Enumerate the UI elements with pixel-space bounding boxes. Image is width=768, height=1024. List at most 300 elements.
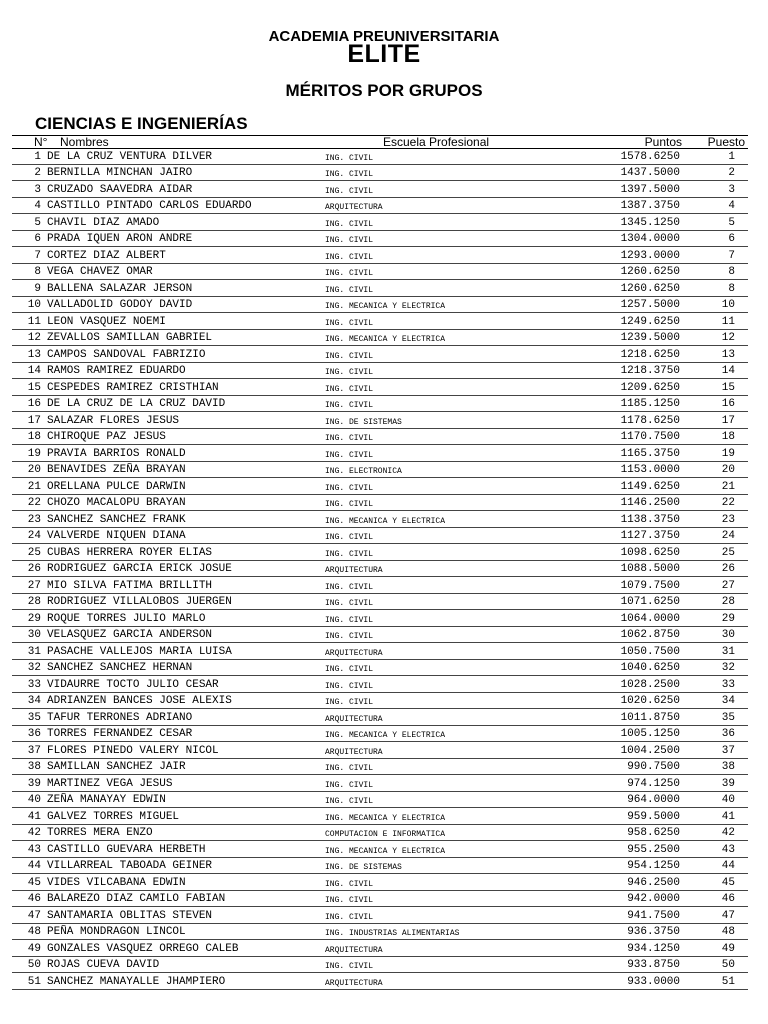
student-name: LEON VASQUEZ NOEMI	[47, 315, 166, 328]
row-number: 10	[27, 299, 41, 311]
student-name: GALVEZ TORRES MIGUEL	[47, 810, 180, 823]
student-name: BERNILLA MINCHAN JAIRO	[47, 167, 193, 179]
table-row	[12, 709, 748, 726]
points-value: 1165.3750	[620, 447, 680, 460]
school-name: ING. MECANICA Y ELECTRICA	[325, 846, 446, 856]
student-name: DE LA CRUZ VENTURA DILVER	[47, 150, 213, 163]
row-number: 3	[34, 183, 41, 196]
row-number: 35	[27, 711, 41, 724]
column-points: Puntos	[644, 135, 682, 149]
rank-value: 25	[721, 546, 735, 559]
school-name: ING. CIVIL	[325, 170, 374, 179]
student-name: VEGA CHAVEZ OMAR	[47, 266, 153, 278]
row-number: 37	[27, 744, 41, 757]
school-name: ARQUITECTURA	[325, 978, 383, 988]
row-number: 19	[27, 447, 41, 460]
row-number: 9	[34, 282, 41, 295]
row-number: 23	[27, 513, 41, 526]
rank-value: 8	[728, 266, 735, 278]
academy-name: ELITE	[347, 40, 421, 68]
points-value: 1062.8750	[620, 629, 680, 641]
student-name: ADRIANZEN BANCES JOSE ALEXIS	[47, 695, 232, 707]
points-value: 1209.6250	[620, 381, 680, 394]
table-row	[12, 181, 748, 198]
table-row	[12, 643, 748, 660]
school-name: ING. MECANICA Y ELECTRICA	[325, 302, 446, 311]
row-number: 45	[27, 876, 41, 889]
rank-value: 12	[721, 332, 735, 344]
student-name: ZEVALLOS SAMILLAN GABRIEL	[47, 332, 213, 344]
school-name: ING. INDUSTRIAS ALIMENTARIAS	[325, 929, 460, 938]
rank-value: 24	[721, 530, 735, 542]
points-value: 974.1250	[627, 777, 680, 790]
points-value: 1239.5000	[620, 332, 680, 344]
table-row	[12, 924, 748, 941]
school-name: ING. CIVIL	[325, 368, 374, 377]
school-name: ING. CIVIL	[325, 632, 374, 641]
row-number: 30	[27, 629, 41, 641]
points-value: 1005.1250	[620, 728, 680, 740]
rank-value: 46	[721, 893, 735, 905]
student-name: SAMILLAN SANCHEZ JAIR	[47, 761, 186, 773]
student-name: PRADA IQUEN ARON ANDRE	[47, 233, 193, 245]
student-name: VIDAURRE TOCTO JULIO CESAR	[47, 678, 219, 691]
table-row	[12, 957, 748, 974]
rank-value: 1	[728, 150, 735, 163]
rank-value: 39	[721, 777, 735, 790]
student-name: VALVERDE NIQUEN DIANA	[47, 530, 186, 542]
row-number: 48	[27, 926, 41, 938]
student-name: VIDES VILCABANA EDWIN	[47, 876, 186, 889]
table-row	[12, 313, 748, 330]
document-title: MÉRITOS POR GRUPOS	[285, 81, 483, 100]
points-value: 1293.0000	[620, 249, 680, 262]
student-name: CUBAS HERRERA ROYER ELIAS	[47, 546, 213, 559]
points-value: 1260.6250	[620, 282, 680, 295]
rank-value: 20	[721, 464, 735, 476]
rank-value: 16	[721, 398, 735, 410]
table-row	[12, 940, 748, 957]
points-value: 1127.3750	[620, 530, 680, 542]
student-name: FLORES PINEDO VALERY NICOL	[47, 744, 219, 757]
table-row	[12, 445, 748, 462]
student-name: PEÑA MONDRAGON LINCOL	[47, 926, 186, 938]
row-number: 18	[27, 431, 41, 443]
table-row	[12, 462, 748, 479]
table-row	[12, 627, 748, 644]
rank-value: 17	[721, 414, 735, 427]
table-row	[12, 478, 748, 495]
row-number: 4	[34, 200, 41, 212]
row-number: 46	[27, 893, 41, 905]
school-name: ING. CIVIL	[325, 599, 374, 608]
row-number: 14	[27, 365, 41, 377]
table-row	[12, 511, 748, 528]
points-value: 933.8750	[627, 959, 680, 971]
table-row	[12, 610, 748, 627]
school-name: ING. MECANICA Y ELECTRICA	[325, 516, 446, 526]
student-name: VALLADOLID GODOY DAVID	[47, 299, 193, 311]
student-name: CESPEDES RAMIREZ CRISTHIAN	[47, 381, 219, 394]
student-name: DE LA CRUZ DE LA CRUZ DAVID	[47, 398, 226, 410]
student-name: RAMOS RAMIREZ EDUARDO	[47, 365, 186, 377]
points-value: 1079.7500	[620, 579, 680, 592]
column-rank: Puesto	[707, 135, 745, 149]
table-row	[12, 396, 748, 413]
points-value: 1260.6250	[620, 266, 680, 278]
row-number: 31	[27, 645, 41, 658]
table-row	[12, 775, 748, 792]
student-name: GONZALES VASQUEZ ORREGO CALEB	[47, 942, 239, 955]
student-name: VILLARREAL TABOADA GEINER	[47, 860, 213, 872]
table-row	[12, 247, 748, 264]
points-value: 946.2500	[627, 876, 680, 889]
school-name: ING. CIVIL	[325, 681, 374, 691]
rank-value: 29	[721, 612, 735, 625]
points-value: 1185.1250	[620, 398, 680, 410]
table-row	[12, 346, 748, 363]
row-number: 51	[27, 975, 41, 988]
row-number: 25	[27, 546, 41, 559]
table-row	[12, 363, 748, 380]
points-value: 1218.3750	[620, 365, 680, 377]
rank-value: 44	[721, 860, 735, 872]
table-row	[12, 594, 748, 611]
points-value: 1138.3750	[620, 513, 680, 526]
rank-value: 40	[721, 794, 735, 806]
table-row	[12, 330, 748, 347]
points-value: 1304.0000	[620, 233, 680, 245]
table-row	[12, 693, 748, 710]
school-name: ING. MECANICA Y ELECTRICA	[325, 731, 446, 740]
student-name: SALAZAR FLORES JESUS	[47, 414, 180, 427]
row-number: 8	[34, 266, 41, 278]
points-value: 942.0000	[627, 893, 680, 905]
table-row	[12, 660, 748, 677]
school-name: ING. CIVIL	[325, 351, 374, 361]
student-name: BALLENA SALAZAR JERSON	[47, 282, 193, 295]
rank-value: 6	[728, 233, 735, 245]
row-number: 38	[27, 761, 41, 773]
school-name: ING. CIVIL	[325, 483, 374, 493]
academy-title: ACADEMIA PREUNIVERSITARIA	[268, 28, 500, 45]
row-number: 1	[34, 150, 41, 163]
rank-value: 22	[721, 497, 735, 509]
points-value: 934.1250	[627, 942, 680, 955]
table-header	[12, 135, 748, 149]
rank-value: 41	[721, 810, 735, 823]
rank-value: 32	[721, 662, 735, 674]
rank-value: 7	[728, 249, 735, 262]
school-name: ING. CIVIL	[325, 219, 374, 229]
points-value: 1028.2500	[620, 678, 680, 691]
points-value: 1397.5000	[620, 183, 680, 196]
table-row	[12, 495, 748, 512]
row-number: 2	[34, 167, 41, 179]
points-value: 1064.0000	[620, 612, 680, 625]
table-row	[12, 198, 748, 215]
school-name: ING. CIVIL	[325, 285, 374, 295]
row-number: 29	[27, 612, 41, 625]
row-number: 27	[27, 579, 41, 592]
row-number: 41	[27, 810, 41, 823]
school-name: ING. CIVIL	[325, 450, 374, 460]
school-name: ING. CIVIL	[325, 698, 374, 707]
rank-value: 33	[721, 678, 735, 691]
row-number: 50	[27, 959, 41, 971]
student-name: CASTILLO PINTADO CARLOS EDUARDO	[47, 200, 252, 212]
points-value: 1146.2500	[620, 497, 680, 509]
points-value: 954.1250	[627, 860, 680, 872]
table-row	[12, 280, 748, 297]
school-name: ING. CIVIL	[325, 582, 374, 592]
row-number: 42	[27, 827, 41, 839]
table-row	[12, 264, 748, 281]
rank-value: 42	[721, 827, 735, 839]
rank-value: 43	[721, 843, 735, 856]
points-value: 959.5000	[627, 810, 680, 823]
points-value: 1257.5000	[620, 299, 680, 311]
points-value: 1088.5000	[620, 563, 680, 575]
school-name: ING. CIVIL	[325, 153, 374, 163]
table-row	[12, 841, 748, 858]
table-row	[12, 231, 748, 248]
table-row	[12, 891, 748, 908]
points-value: 936.3750	[627, 926, 680, 938]
points-value: 1020.6250	[620, 695, 680, 707]
row-number: 11	[27, 315, 41, 328]
school-name: ING. CIVIL	[325, 500, 374, 509]
rank-value: 19	[721, 447, 735, 460]
table-row	[12, 429, 748, 446]
row-number: 26	[27, 563, 41, 575]
table-row	[12, 165, 748, 182]
table-row	[12, 874, 748, 891]
school-name: ARQUITECTURA	[325, 747, 383, 757]
school-name: ING. CIVIL	[325, 912, 374, 922]
school-name: ING. MECANICA Y ELECTRICA	[325, 813, 446, 823]
rank-value: 30	[721, 629, 735, 641]
table-row	[12, 858, 748, 875]
rank-value: 37	[721, 744, 735, 757]
points-value: 1345.1250	[620, 216, 680, 229]
table-row	[12, 676, 748, 693]
student-name: TORRES FERNANDEZ CESAR	[47, 728, 193, 740]
student-name: TAFUR TERRONES ADRIANO	[47, 711, 193, 724]
points-value: 941.7500	[627, 909, 680, 922]
student-name: CRUZADO SAAVEDRA AIDAR	[47, 183, 193, 196]
school-name: ING. DE SISTEMAS	[325, 417, 402, 427]
table-row	[12, 412, 748, 429]
table-row	[12, 825, 748, 842]
rank-value: 4	[728, 200, 735, 212]
points-value: 964.0000	[627, 794, 680, 806]
row-number: 7	[34, 249, 41, 262]
student-name: CHAVIL DIAZ AMADO	[47, 216, 160, 229]
school-name: ING. CIVIL	[325, 797, 374, 806]
student-name: ROJAS CUEVA DAVID	[47, 959, 160, 971]
school-name: ING. CIVIL	[325, 896, 374, 905]
rank-value: 13	[721, 348, 735, 361]
rank-value: 26	[721, 563, 735, 575]
row-number: 33	[27, 678, 41, 691]
points-value: 958.6250	[627, 827, 680, 839]
school-name: ING. CIVIL	[325, 665, 374, 674]
points-value: 1050.7500	[620, 645, 680, 658]
rank-value: 14	[721, 365, 735, 377]
row-number: 24	[27, 530, 41, 542]
school-name: ING. CIVIL	[325, 434, 374, 443]
points-value: 955.2500	[627, 843, 680, 856]
table-row	[12, 973, 748, 990]
points-value: 1578.6250	[620, 150, 680, 163]
points-value: 1071.6250	[620, 596, 680, 608]
rank-value: 8	[728, 282, 735, 295]
row-number: 13	[27, 348, 41, 361]
student-name: TORRES MERA ENZO	[47, 827, 153, 839]
table-row	[12, 726, 748, 743]
school-name: ARQUITECTURA	[325, 714, 383, 724]
table-row	[12, 297, 748, 314]
rank-value: 48	[721, 926, 735, 938]
row-number: 21	[27, 480, 41, 493]
student-name: MARTINEZ VEGA JESUS	[47, 777, 173, 790]
table-row	[12, 742, 748, 759]
rank-value: 10	[721, 299, 735, 311]
points-value: 1387.3750	[620, 200, 680, 212]
student-name: MIO SILVA FATIMA BRILLITH	[47, 579, 213, 592]
student-name: SANCHEZ MANAYALLE JHAMPIERO	[47, 975, 226, 988]
student-name: CORTEZ DIAZ ALBERT	[47, 249, 166, 262]
column-number: N°	[34, 135, 48, 149]
points-value: 1011.8750	[620, 711, 680, 724]
rank-value: 47	[721, 909, 735, 922]
row-number: 20	[27, 464, 41, 476]
student-name: CHOZO MACALOPU BRAYAN	[47, 497, 186, 509]
school-name: COMPUTACION E INFORMATICA	[325, 830, 446, 839]
row-number: 40	[27, 794, 41, 806]
table-row	[12, 759, 748, 776]
rank-value: 31	[721, 645, 735, 658]
student-name: SANCHEZ SANCHEZ FRANK	[47, 513, 186, 526]
rank-value: 5	[728, 216, 735, 229]
school-name: ING. CIVIL	[325, 384, 374, 394]
school-name: ING. ELECTRONICA	[325, 467, 402, 476]
row-number: 15	[27, 381, 41, 394]
table-row	[12, 907, 748, 924]
points-value: 933.0000	[627, 975, 680, 988]
school-name: ARQUITECTURA	[325, 566, 383, 575]
rank-value: 21	[721, 480, 735, 493]
row-number: 22	[27, 497, 41, 509]
row-number: 12	[27, 332, 41, 344]
table-row	[12, 544, 748, 561]
student-name: ZEÑA MANAYAY EDWIN	[47, 794, 166, 806]
school-name: ARQUITECTURA	[325, 945, 383, 955]
row-number: 28	[27, 596, 41, 608]
row-number: 32	[27, 662, 41, 674]
points-value: 1437.5000	[620, 167, 680, 179]
school-name: ING. CIVIL	[325, 780, 374, 790]
school-name: ING. CIVIL	[325, 764, 374, 773]
rank-value: 18	[721, 431, 735, 443]
rank-value: 11	[721, 315, 735, 328]
school-name: ING. CIVIL	[325, 549, 374, 559]
table-row	[12, 561, 748, 578]
points-value: 1040.6250	[620, 662, 680, 674]
rank-value: 50	[721, 959, 735, 971]
table-row	[12, 577, 748, 594]
school-name: ARQUITECTURA	[325, 203, 383, 212]
points-value: 1170.7500	[620, 431, 680, 443]
student-name: PASACHE VALLEJOS MARIA LUISA	[47, 645, 232, 658]
row-number: 47	[27, 909, 41, 922]
student-name: VELASQUEZ GARCIA ANDERSON	[47, 629, 213, 641]
points-value: 990.7500	[627, 761, 680, 773]
rank-value: 38	[721, 761, 735, 773]
rank-value: 49	[721, 942, 735, 955]
table-row	[12, 528, 748, 545]
row-number: 5	[34, 216, 41, 229]
student-name: ORELLANA PULCE DARWIN	[47, 480, 186, 493]
school-name: ING. CIVIL	[325, 186, 374, 196]
student-name: SANTAMARIA OBLITAS STEVEN	[47, 909, 213, 922]
table-row	[12, 792, 748, 809]
ranking-table	[12, 148, 748, 990]
points-value: 1178.6250	[620, 414, 680, 427]
school-name: ING. MECANICA Y ELECTRICA	[325, 335, 446, 344]
school-name: ING. CIVIL	[325, 533, 374, 542]
rank-value: 2	[728, 167, 735, 179]
school-name: ING. CIVIL	[325, 269, 374, 278]
points-value: 1153.0000	[620, 464, 680, 476]
column-school: Escuela Profesional	[383, 135, 490, 149]
school-name: ING. CIVIL	[325, 318, 374, 328]
section-title: CIENCIAS E INGENIERÍAS	[35, 114, 248, 133]
school-name: ING. CIVIL	[325, 236, 374, 245]
student-name: BENAVIDES ZEÑA BRAYAN	[47, 464, 186, 476]
row-number: 34	[27, 695, 41, 707]
table-row	[12, 808, 748, 825]
school-name: ING. CIVIL	[325, 401, 374, 410]
table-row	[12, 214, 748, 231]
student-name: PRAVIA BARRIOS RONALD	[47, 447, 186, 460]
rank-value: 15	[721, 381, 735, 394]
rank-value: 23	[721, 513, 735, 526]
rank-value: 45	[721, 876, 735, 889]
school-name: ING. CIVIL	[325, 962, 374, 971]
rank-value: 34	[721, 695, 735, 707]
rank-value: 3	[728, 183, 735, 196]
school-name: ING. CIVIL	[325, 252, 374, 262]
column-name: Nombres	[60, 135, 109, 149]
student-name: RODRIGUEZ GARCIA ERICK JOSUE	[47, 563, 232, 575]
rank-value: 35	[721, 711, 735, 724]
rank-value: 27	[721, 579, 735, 592]
points-value: 1249.6250	[620, 315, 680, 328]
student-name: RODRIGUEZ VILLALOBOS JUERGEN	[47, 596, 232, 608]
row-number: 36	[27, 728, 41, 740]
rank-value: 28	[721, 596, 735, 608]
student-name: CASTILLO GUEVARA HERBETH	[47, 843, 206, 856]
row-number: 49	[27, 942, 41, 955]
rank-value: 36	[721, 728, 735, 740]
student-name: SANCHEZ SANCHEZ HERNAN	[47, 662, 193, 674]
row-number: 44	[27, 860, 41, 872]
student-name: CHIROQUE PAZ JESUS	[47, 431, 166, 443]
school-name: ING. CIVIL	[325, 879, 374, 889]
table-row	[12, 148, 748, 165]
